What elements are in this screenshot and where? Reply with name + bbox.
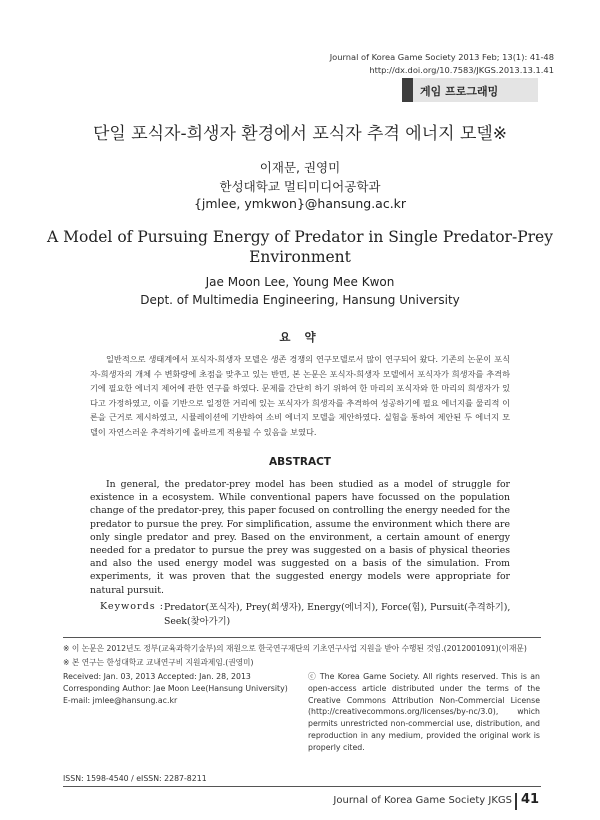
support-footnote: ※ 본 연구는 한성대학교 교내연구비 지원과제임.(권영미) [63, 658, 254, 667]
affiliation-en: Dept. of Multimedia Engineering, Hansung University [140, 293, 460, 307]
footer-divider [63, 786, 541, 787]
keywords-line-2: Seek(찾아가기) [164, 615, 231, 627]
abstract-ko-heading: 요 약 [279, 330, 321, 344]
authors-ko: 이재문, 권영미 [259, 160, 341, 175]
article-info [63, 671, 293, 706]
abstract-ko-body [90, 352, 510, 439]
paper-title-ko: 단일 포식자-희생자 환경에서 포식자 추격 에너지 모델※ [92, 124, 508, 144]
issn-line: ISSN: 1598-4540 / eISSN: 2287-8211 [63, 774, 207, 783]
paper-title-en-line2: Environment [249, 248, 351, 266]
category-tag-bar [402, 78, 413, 102]
category-tag: 게임 프로그래밍 [420, 85, 499, 98]
paper-title-en-line1: A Model of Pursuing Energy of Predator in Single Predator-Prey [47, 228, 553, 246]
footer-separator [515, 793, 517, 810]
keywords-list [164, 601, 524, 628]
funding-footnote: ※ 이 논문은 2012년도 정부(교육과학기술부)의 재원으로 한국연구재단의 기초연구사업 지원을 받아 수행된 것임.(2012001091)(이재문) [63, 644, 527, 653]
footnote-divider [63, 637, 541, 638]
license-notice: ⓒ The Korea Game Society. All rights reserved. This is an open-access article distributed under the terms of the Creative Commons Attribution Non-Commercial License (http://creativecommons.org/licenses/by-nc/3.0), which permits unrestricted non-commercial use, distribution, and reproduction in any medium, provided the original work is properly cited. [308, 672, 540, 752]
received-date: Received: Jan. 03, 2013 Accepted: Jan. 28, 2013 [63, 672, 251, 681]
journal-citation: Journal of Korea Game Society 2013 Feb; 13(1): 41-48 [329, 52, 554, 62]
corresponding-email[interactable]: E-mail: jmlee@hansung.ac.kr [63, 695, 178, 705]
footer-journal: Journal of Korea Game Society JKGS [333, 795, 512, 806]
authors-en: Jae Moon Lee, Young Mee Kwon [205, 275, 395, 289]
page-number: 41 [521, 792, 540, 807]
abstract-en-heading: ABSTRACT [269, 456, 331, 468]
keywords-label: Keywords : [100, 601, 164, 612]
abstract-en-paragraph: In general, the predator-prey model has been studied as a model of struggle for existence in a ecosystem. While conventional papers have focussed on the population change of the predator-prey, this paper focused on controlling the energy needed for the predator to pursue the prey. For simplification, assume the environment which there are only single predator and prey. Based on the environment, a certain amount of energy needed for a predator to pursue the prey was suggested on a basis of physical theories and also the used energy model was suggested on a basis of the simulation. From experiments, it was proven that the suggested energy models were appropriate for natural pursuit. [90, 479, 510, 596]
author-emails[interactable]: {jmlee, ymkwon}@hansung.ac.kr [193, 196, 407, 211]
abstract-en-body [90, 478, 510, 597]
corresponding-author: Corresponding Author: Jae Moon Lee(Hansung University) [63, 683, 288, 693]
keywords-line-1: Predator(포식자), Prey(희생자), Energy(에너지), Force(힘), Pursuit(추격하기), [164, 602, 511, 613]
doi-link[interactable]: http://dx.doi.org/10.7583/JKGS.2013.13.1.41 [369, 65, 554, 75]
abstract-ko-paragraph: 일반적으로 생태계에서 포식자-희생자 모델은 생존 경쟁의 연구모델로서 많이 연구되어 왔다. 기존의 논문이 포식자-희생자의 개체 수 변화량에 초점을 맞추고 있는 반면, 본 논문은 포식자-희생자 모델에서 포식자가 희생자를 추격하기에 필요한 에너지 제어에 관한 연구를 하였다. 문제를 간단히 하기 위하여 한 마리의 포식자와 한 마리의 희생자가 있다고 가정하였고, 이를 기반으로 일정한 거리에 있는 포식자가 희생자를 추격하여 성공하기에 필요 에너지를 물리적 이론을 근거로 제시하였고, 시뮬레이션에 기반하여 소비 에너지 모델을 제안하였다. 실험을 통하여 제안된 두 에너지 모델이 자연스러운 추격하기에 올바르게 적용될 수 있음을 보였다. [90, 354, 510, 437]
affiliation-ko: 한성대학교 멀티미디어공학과 [219, 179, 381, 194]
